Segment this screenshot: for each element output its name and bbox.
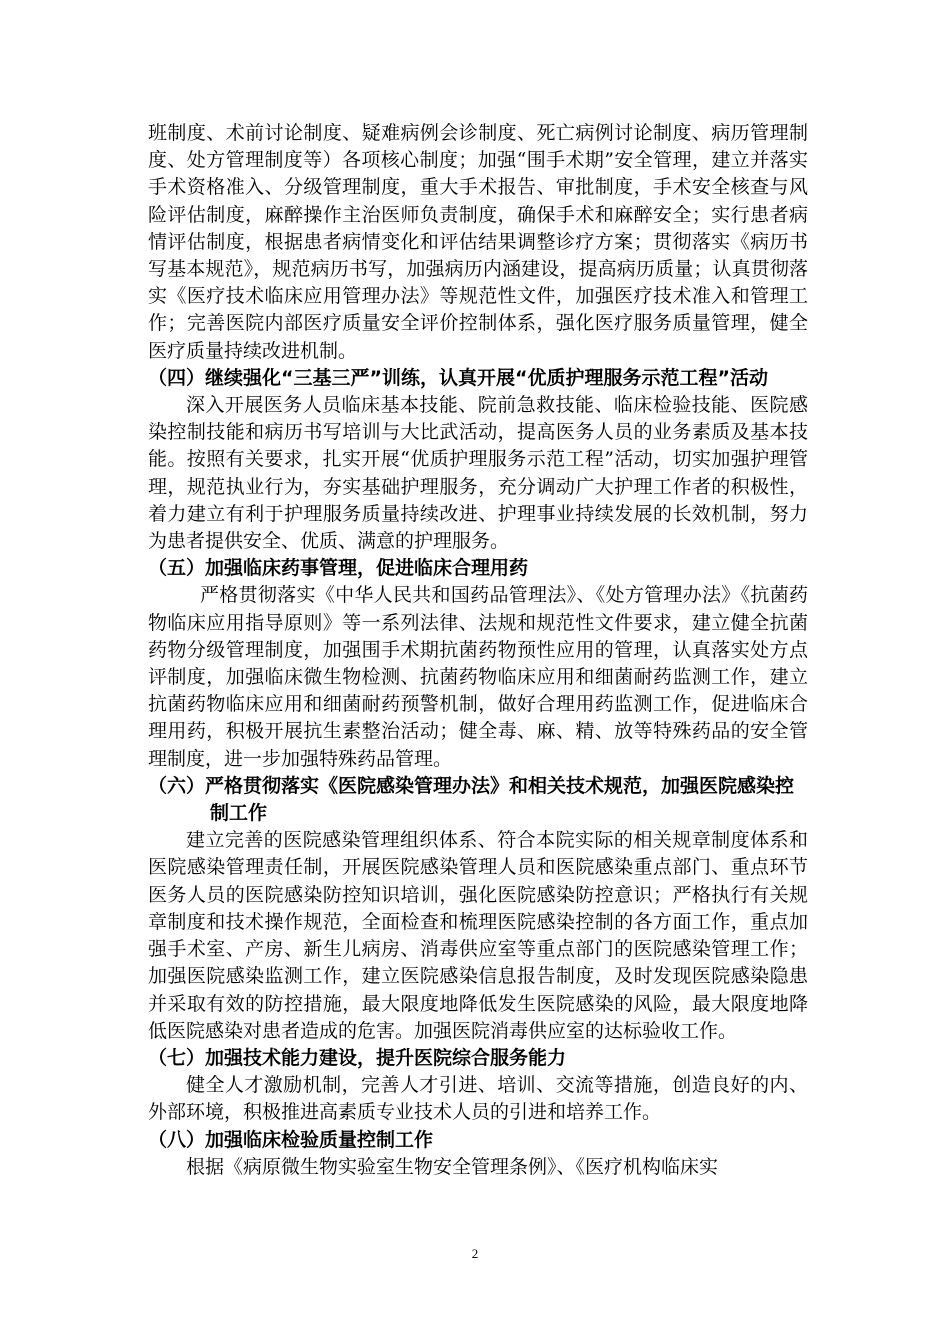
paragraph-section-8: 根据《病原微生物实验室生物安全管理条例》、《医疗机构临床实 <box>186 1155 719 1178</box>
document-body <box>148 120 808 1181</box>
paragraph-section-5: 严格贯彻落实《中华人民共和国药品管理法》、《处方管理办法》《抗菌药物临床应用指导原则》等一系列法律、法规和规范性文件要求，建立健全抗菌药物分级管理制度，加强围手术期抗菌药物预性应用的管理，认真落实处方点评制度，加强临床微生物检测、抗菌药物临床应用和细菌耐药监测工作，建立抗菌药物临床应用和细菌耐药预警机制，做好合理用药监测工作，促进临床合理用药，积极开展抗生素整治活动；健全毒、麻、精、放等特殊药品的安全管理制度，进一步加强特殊药品管理。 <box>148 584 808 770</box>
section-heading-8: （八）加强临床检验质量控制工作 <box>148 1128 434 1151</box>
paragraph-section-4: 深入开展医务人员临床基本技能、院前急救技能、临床检验技能、医院感染控制技能和病历书写培训与大比武活动，提高医务人员的业务素质及基本技能。按照有关要求，扎实开展“优质护理服务示范工程”活动，切实加强护理管理，规范执业行为，夯实基础护理服务，充分调动广大护理工作者的积极性，着力建立有利于护理服务质量持续改进、护理事业持续发展的长效机制，努力为患者提供安全、优质、满意的护理服务。 <box>148 394 808 553</box>
section-heading-7: （七）加强技术能力建设，提升医院综合服务能力 <box>148 1046 567 1069</box>
paragraph-section-6: 建立完善的医院感染管理组织体系、符合本院实际的相关规章制度体系和医院感染管理责任制，开展医院感染管理人员和医院感染重点部门、重点环节医务人员的医院感染防控知识培训，强化医院感染防控意识；严格执行有关规章制度和技术操作规范，全面检查和梳理医院感染控制的各方面工作，重点加强手术室、产房、新生儿病房、消毒供应室等重点部门的医院感染管理工作；加强医院感染监测工作，建立医院感染信息报告制度，及时发现医院感染隐患并采取有效的防控措施，最大限度地降低发生医院感染的风险，最大限度地降低医院感染对患者造成的危害。加强医院消毒供应室的达标验收工作。 <box>148 829 808 1042</box>
section-heading-5: （五）加强临床药事管理，促进临床合理用药 <box>148 557 529 580</box>
section-heading-6: （六）严格贯彻落实《医院感染管理办法》和相关技术规范，加强医院感染控制工作 <box>148 774 795 825</box>
page-number: 2 <box>471 1246 479 1261</box>
paragraph-section-7: 健全人才激励机制，完善人才引进、培训、交流等措施，创造良好的内、外部环境，积极推进高素质专业技术人员的引进和培养工作。 <box>148 1074 808 1124</box>
paragraph-continuation: 班制度、术前讨论制度、疑难病例会诊制度、死亡病例讨论制度、病历管理制度、处方管理制度等）各项核心制度；加强“围手术期”安全管理，建立并落实手术资格准入、分级管理制度，重大手术报告、审批制度，手术安全核查与风险评估制度，麻醉操作主治医师负责制度，确保手术和麻醉安全；实行患者病情评估制度，根据患者病情变化和评估结果调整诊疗方案；贯彻落实《病历书写基本规范》，规范病历书写，加强病历内涵建设，提高病历质量；认真贯彻落实《医疗技术临床应用管理办法》等规范性文件，加强医疗技术准入和管理工作；完善医院内部医疗质量安全评价控制体系，强化医疗服务质量管理，健全医疗质量持续改进机制。 <box>148 122 808 362</box>
section-heading-4: （四）继续强化“三基三严”训练，认真开展“优质护理服务示范工程”活动 <box>148 366 768 389</box>
